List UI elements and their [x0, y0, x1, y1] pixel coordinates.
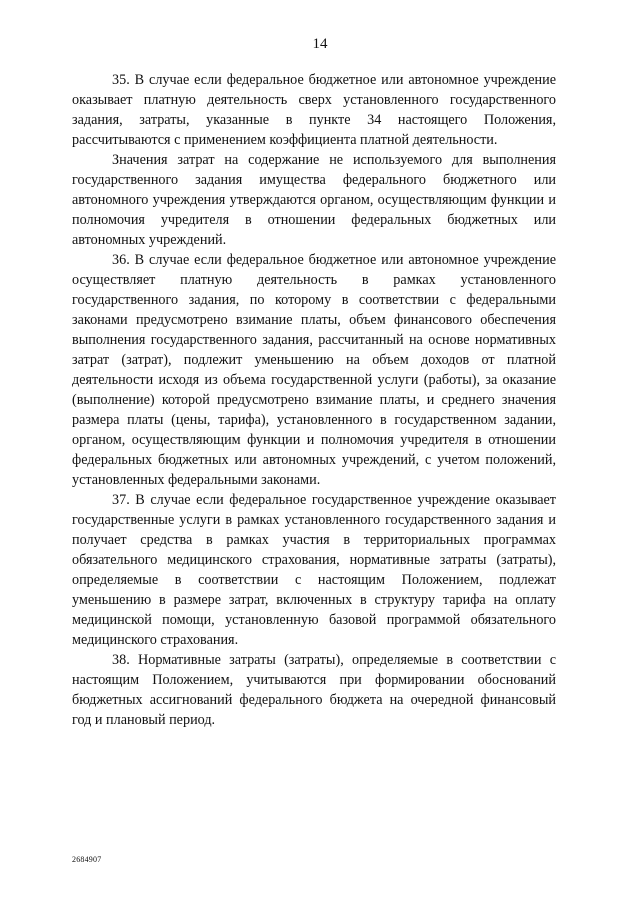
paragraph-35: 35. В случае если федеральное бюджетное или автономное учреждение оказывает платную деятельность сверх установленного государственного задания, затраты, указанные в пункте 34 настоящего Положения, рассчитываются с применением коэффициента платной деятельности.: [72, 72, 556, 148]
paragraph-37: 37. В случае если федеральное государственное учреждение оказывает государственные услуги в рамках установленного государственного задания и получает средства в рамках участия в территориальных программах обязательного медицинского страхования, нормативные затраты (затраты), определяемые в соответствии с настоящим Положением, подлежат уменьшению в размере затрат, включенных в структуру тарифа на оплату медицинской помощи, установленную базовой программой обязательного медицинского страхования.: [72, 492, 556, 648]
paragraph-36: 36. В случае если федеральное бюджетное или автономное учреждение осуществляет платную деятельность в рамках установленного государственного задания, по которому в соответствии с федеральными законами предусмотрено взимание платы, объем финансового обеспечения выполнения государственного задания, рассчитанный на основе нормативных затрат (затрат), подлежит уменьшению на объем доходов от платной деятельности исходя из объема государственной услуги (работы), за оказание (выполнение) которой предусмотрено взимание платы, и среднего значения размера платы (цены, тарифа), установленного в государственном задании, органом, осуществляющим функции и полномочия учредителя в отношении федеральных бюджетных или автономных учреждений, с учетом положений, установленных федеральными законами.: [72, 252, 556, 488]
document-body: [72, 70, 556, 730]
page-number: 14: [312, 36, 328, 52]
paragraph-38: 38. Нормативные затраты (затраты), определяемые в соответствии с настоящим Положением, учитываются при формировании обоснований бюджетных ассигнований федерального бюджета на очередной финансовый год и плановый период.: [72, 652, 556, 728]
paragraph-35-continuation: Значения затрат на содержание не используемого для выполнения государственного задания имущества федерального бюджетного или автономного учреждения утверждаются органом, осуществляющим функции и полномочия учредителя в отношении федеральных бюджетных или автономных учреждений.: [72, 152, 556, 248]
document-code: 2684907: [72, 855, 102, 864]
